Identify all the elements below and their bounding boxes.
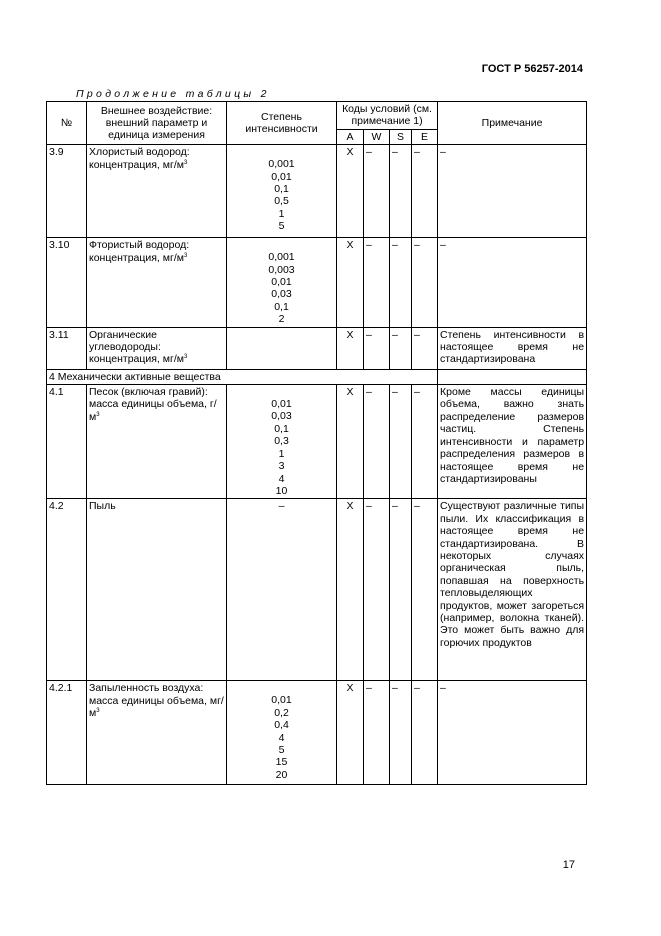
row-num: 4.2 xyxy=(47,499,87,681)
code-s-cell: – xyxy=(390,327,412,369)
code-e-cell: – xyxy=(412,681,438,785)
row-effect xyxy=(87,681,227,785)
degree-value: 0,001 xyxy=(268,158,295,171)
degree-list xyxy=(229,682,334,781)
row-num: 3.10 xyxy=(47,238,87,327)
code-a-cell: X xyxy=(337,385,364,499)
code-e-cell: – xyxy=(412,238,438,327)
code-a-cell: X xyxy=(337,327,364,369)
page-number: 17 xyxy=(562,859,575,871)
effect-text: Запыленность воздуха: масса единицы объема, мг/м xyxy=(89,682,224,720)
row-effect xyxy=(87,238,227,327)
row-degree xyxy=(227,385,337,499)
degree-value: 0,3 xyxy=(274,435,289,448)
code-s-cell: – xyxy=(390,681,412,785)
degree-value: 0,01 xyxy=(271,276,292,289)
row-num: 3.9 xyxy=(47,145,87,238)
code-e-cell: – xyxy=(412,499,438,681)
degree-value: 0,01 xyxy=(271,694,292,707)
degree-value: 4 xyxy=(278,731,285,744)
row-note: Кроме массы единицы объема, важно знать распределение размеров частиц. Степень интенсивности и параметр распределения размеров в настоящее время не стандартизированы xyxy=(438,385,587,499)
table-row xyxy=(47,499,587,681)
code-e-cell: – xyxy=(412,145,438,238)
table-row xyxy=(47,145,587,238)
degree-value: 0,03 xyxy=(271,410,292,423)
code-e-cell: – xyxy=(412,327,438,369)
row-effect xyxy=(87,385,227,499)
effect-text: Фтористый водород: концентрация, мг/м xyxy=(89,239,190,264)
section-row xyxy=(47,369,587,384)
degree-value: 10 xyxy=(275,484,288,497)
degree-list xyxy=(229,239,334,325)
table-row xyxy=(47,327,587,369)
degree-value: 0,4 xyxy=(274,719,289,732)
code-s-cell: – xyxy=(390,145,412,238)
row-note: – xyxy=(438,681,587,785)
code-a-cell: X xyxy=(337,681,364,785)
code-w-cell: – xyxy=(364,499,390,681)
code-w-cell: – xyxy=(364,681,390,785)
code-e-cell: – xyxy=(412,385,438,499)
degree-value: – xyxy=(278,500,285,513)
header-code-e: E xyxy=(412,129,438,144)
table-body-part-1 xyxy=(47,145,587,369)
table-continuation-caption: Продолжение таблицы 2 xyxy=(76,88,270,100)
degree-value: 20 xyxy=(275,768,288,781)
row-num: 3.11 xyxy=(47,327,87,369)
degree-value: 0,003 xyxy=(268,263,295,276)
row-degree xyxy=(227,327,337,369)
degree-value: 0,1 xyxy=(274,183,289,196)
degree-value: 5 xyxy=(278,220,285,233)
row-degree xyxy=(227,238,337,327)
header-codes: Коды условий (см. примечание 1) xyxy=(337,102,438,130)
header-note: Примечание xyxy=(438,102,587,145)
header-degree: Степень интенсивности xyxy=(227,102,337,145)
row-note: Существуют различные типы пыли. Их классификация в настоящее время не стандартизирована. В некоторых случаях органическая пыль, попавшая на поверхность тепловыделяющих продуктов, может загореться (например, волокна тканей). Это может быть важно для горючих продуктов xyxy=(438,499,587,681)
code-w-cell: – xyxy=(364,385,390,499)
code-a-cell: X xyxy=(337,238,364,327)
conditions-table xyxy=(46,101,587,785)
header-row xyxy=(47,102,587,130)
degree-value: 4 xyxy=(278,472,285,485)
degree-list xyxy=(229,386,334,497)
row-note: – xyxy=(438,145,587,238)
degree-value: 0,1 xyxy=(274,422,289,435)
effect-text: Песок (включая гравий): масса единицы объема, г/м xyxy=(89,386,217,423)
row-effect xyxy=(87,499,227,681)
degree-value: 0,001 xyxy=(268,251,295,264)
degree-value: 15 xyxy=(275,756,288,769)
header-num: № xyxy=(47,102,87,145)
effect-superscript: 3 xyxy=(96,411,100,418)
code-s-cell: – xyxy=(390,499,412,681)
section-row-group xyxy=(47,369,587,384)
effect-superscript: 3 xyxy=(96,708,100,715)
degree-value: 5 xyxy=(278,743,285,756)
header-effect: Внешнее воздействие: внешний параметр и единица измерения xyxy=(87,102,227,145)
row-effect xyxy=(87,145,227,238)
effect-superscript: 3 xyxy=(183,159,188,166)
effect-superscript: 3 xyxy=(183,354,188,361)
row-note: – xyxy=(438,238,587,327)
degree-value: 2 xyxy=(278,313,285,326)
code-w-cell: – xyxy=(364,145,390,238)
code-a-cell: X xyxy=(337,145,364,238)
row-num: 4.2.1 xyxy=(47,681,87,785)
effect-superscript: 3 xyxy=(183,252,188,259)
degree-value: 0,1 xyxy=(274,300,289,313)
code-s-cell: – xyxy=(390,238,412,327)
degree-list xyxy=(229,146,334,232)
code-w-cell: – xyxy=(364,327,390,369)
table-row xyxy=(47,385,587,499)
row-note: Степень интенсивности в настоящее время не стандартизирована xyxy=(438,327,587,369)
code-w-cell: – xyxy=(364,238,390,327)
effect-text: Органические углеводороды: концентрация, мг/м xyxy=(89,328,184,366)
row-degree xyxy=(227,145,337,238)
section-spacer xyxy=(438,369,587,384)
degree-value: 1 xyxy=(278,447,285,460)
effect-text: Хлористый водород: концентрация, мг/м xyxy=(89,146,190,171)
degree-value: 3 xyxy=(278,460,285,473)
row-num: 4.1 xyxy=(47,385,87,499)
effect-text: Пыль xyxy=(89,500,116,513)
header-code-w: W xyxy=(364,129,390,144)
row-degree xyxy=(227,681,337,785)
standard-code: ГОСТ Р 56257-2014 xyxy=(481,63,583,75)
table-body-part-2 xyxy=(47,385,587,785)
code-a-cell: X xyxy=(337,499,364,681)
degree-value: 0,01 xyxy=(271,398,292,411)
degree-value: 0,5 xyxy=(274,195,289,208)
header-code-a: A xyxy=(337,129,364,144)
degree-list xyxy=(229,500,334,512)
table-row xyxy=(47,681,587,785)
code-s-cell: – xyxy=(390,385,412,499)
table-row xyxy=(47,238,587,327)
degree-value: 0,01 xyxy=(271,170,292,183)
degree-value: 0,03 xyxy=(271,288,292,301)
section-title: 4 Механически активные вещества xyxy=(47,369,438,384)
row-effect xyxy=(87,327,227,369)
header-code-s: S xyxy=(390,129,412,144)
degree-value: 0,2 xyxy=(274,706,289,719)
row-degree xyxy=(227,499,337,681)
degree-value: 1 xyxy=(278,207,285,220)
